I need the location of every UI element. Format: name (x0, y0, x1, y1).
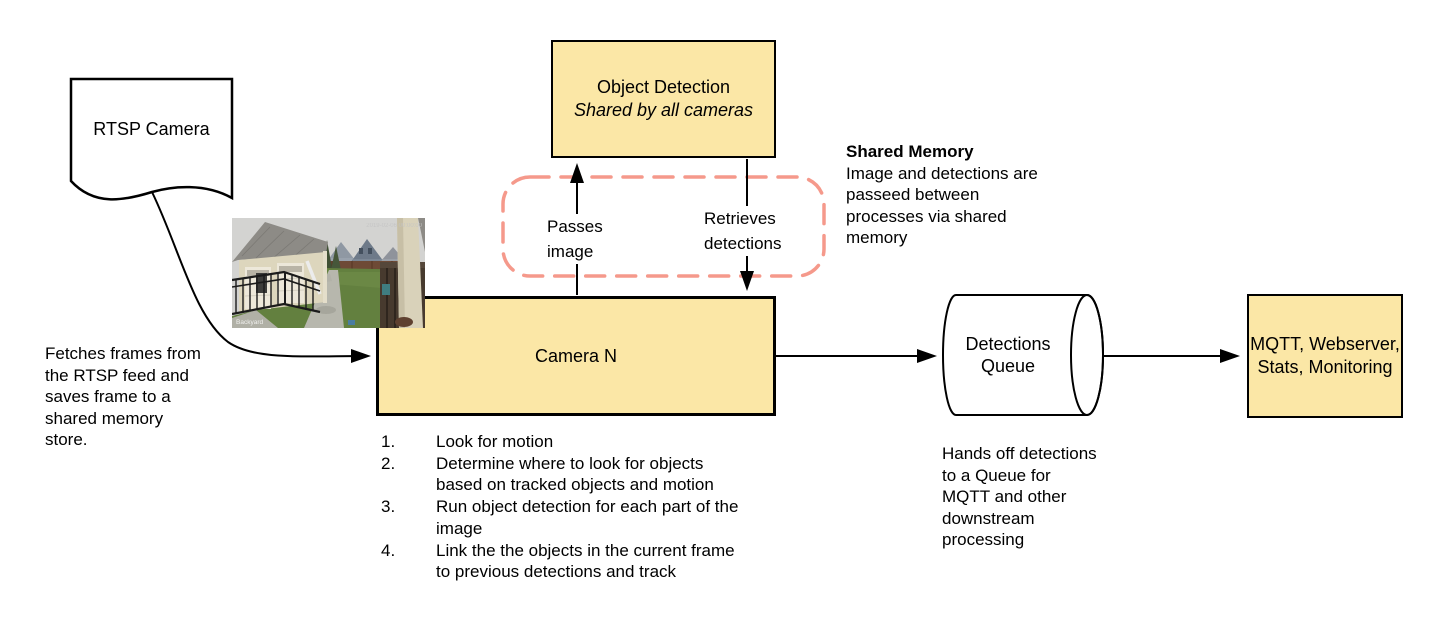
step-text: Determine where to look for objects based on tracked objects and motion (436, 453, 714, 495)
label-line: Retrieves (702, 206, 778, 231)
teal-item (382, 284, 390, 295)
passes-image-label (545, 214, 605, 264)
list-item (381, 453, 750, 496)
list-item (381, 431, 750, 453)
object-detection-node (551, 40, 776, 158)
camera-steps-list (381, 431, 750, 583)
step-text: Link the the objects in the current frame to previous detections and track (436, 540, 735, 582)
note-line: processing (942, 530, 1025, 550)
note-line: to a Queue for (942, 465, 1051, 485)
shared-memory-note (846, 141, 1038, 249)
step-text: Run object detection for each part of the image (436, 497, 739, 538)
feed-camera-name: Backyard (236, 319, 264, 326)
note-line: MQTT and other (942, 487, 1067, 507)
object-detection-title: Object Detection (596, 77, 731, 97)
detections-queue-label (943, 333, 1073, 377)
feed-timestamp: 2019-02-06 00:00:00 (366, 223, 422, 229)
note-line: saves frame to a (45, 387, 171, 407)
blue-item (348, 320, 355, 325)
mqtt-node (1247, 294, 1403, 418)
shared-memory-title: Shared Memory (846, 142, 974, 161)
retrieves-detections-label (702, 206, 784, 256)
label-line: detections (702, 231, 784, 256)
step-text: Look for motion (436, 432, 554, 451)
camera-n-label: Camera N (534, 345, 618, 366)
list-item (381, 496, 750, 539)
step-number: 4. (381, 540, 396, 560)
object-detection-subtitle: Shared by all cameras (573, 100, 754, 120)
note-line: store. (45, 430, 88, 450)
label-line: Detections (965, 334, 1051, 354)
step-number: 1. (381, 432, 396, 451)
note-line: shared memory (45, 408, 164, 428)
note-line: Fetches frames from (45, 344, 201, 363)
label-line: Passes (545, 214, 605, 239)
step-number: 3. (381, 497, 396, 517)
mqtt-label-line: MQTT, Webserver, (1250, 334, 1400, 354)
note-line: Image and detections are (846, 163, 1038, 183)
note-line: the RTSP feed and (45, 365, 189, 385)
camera-n-node (376, 296, 776, 416)
fetch-note (45, 343, 201, 451)
rtsp-camera-label: RTSP Camera (93, 119, 210, 139)
note-line: Hands off detections (942, 444, 1097, 463)
step-number: 2. (381, 453, 396, 473)
list-item (381, 540, 750, 583)
queue-note (942, 443, 1097, 551)
camera-snapshot-image (232, 218, 425, 328)
label-line: image (545, 239, 595, 264)
mqtt-label-line: Stats, Monitoring (1257, 357, 1393, 377)
note-line: processes via shared (846, 206, 1007, 226)
note-line: downstream (942, 508, 1035, 528)
pot (395, 317, 413, 327)
note-line: memory (846, 228, 908, 248)
label-line: Queue (980, 356, 1036, 376)
note-line: passeed between (846, 185, 980, 205)
